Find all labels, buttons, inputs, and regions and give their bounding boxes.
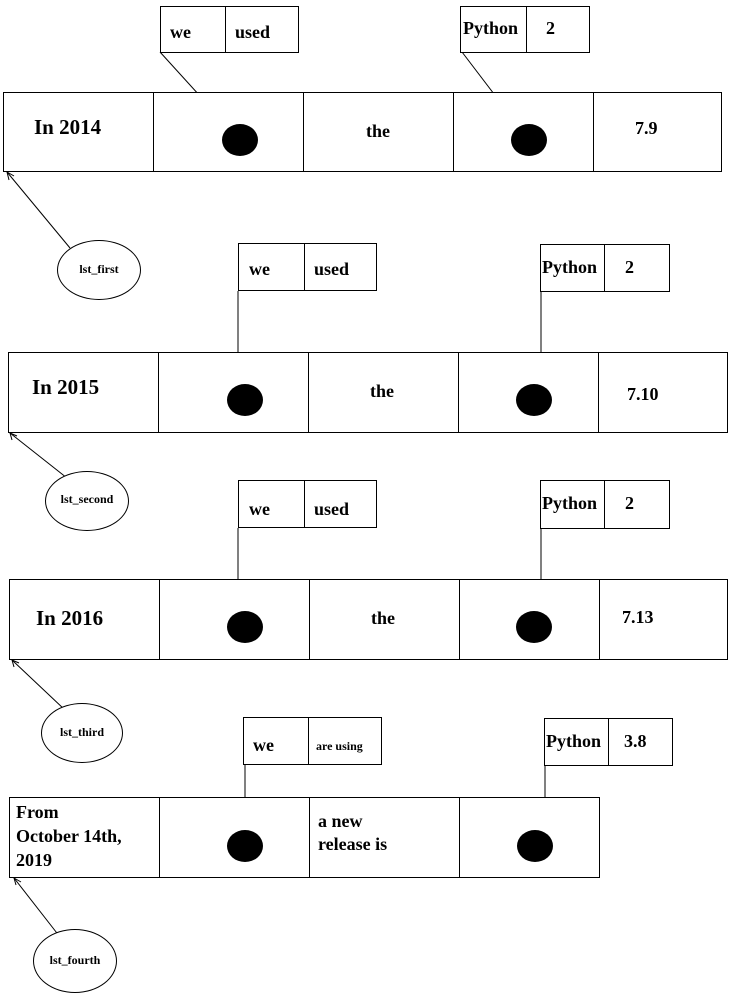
list-item-new-release [318,810,387,856]
ref-word-python: Python [542,257,598,277]
list-name-label: lst_first [79,262,119,276]
ref-word-used: used [314,499,350,519]
ref-box-divider [604,480,605,529]
pointer-dot [517,830,553,862]
ref-word-version: 2 [546,18,555,38]
ref-box-divider [225,6,226,53]
release-line: release is [318,834,388,854]
list-item-date [16,800,122,872]
pointer-dot [222,124,258,156]
ref-word-we: we [249,499,270,519]
pointer-dot [516,384,552,416]
list-name-label: lst_second [60,492,114,506]
ref-box-divider [308,717,309,765]
ref-box-divider [608,718,609,766]
cell-divider [159,579,160,660]
ref-word-we: we [253,735,274,755]
list-name-label: lst_fourth [49,953,101,967]
list-item-version: 7.13 [622,607,654,627]
ref-word-we: we [249,259,270,279]
list-row-first [3,92,722,172]
list-row-second [8,352,728,433]
list-item-the: the [366,121,390,141]
release-line: a new [318,811,363,831]
ref-word-version: 3.8 [624,731,647,751]
ref-box-divider [304,480,305,528]
cell-divider [309,579,310,660]
cell-divider [158,352,159,433]
ref-word-python: Python [542,493,598,513]
cell-divider [459,579,460,660]
ref-word-are-using: are using [316,739,363,753]
list-item-year: In 2016 [36,606,104,630]
ref-word-used: used [314,259,350,279]
list-item-year: In 2015 [32,375,100,399]
list-item-the: the [371,608,395,628]
ref-box-divider [304,243,305,291]
ref-box-divider [526,6,527,53]
pointer-dot [227,384,263,416]
cell-divider [599,579,600,660]
ref-word-we: we [170,22,191,42]
cell-divider [593,92,594,172]
pointer-dot [227,830,263,862]
cell-divider [308,352,309,433]
ref-word-version: 2 [625,257,634,277]
list-item-version: 7.10 [627,384,659,404]
cell-divider [598,352,599,433]
cell-divider [303,92,304,172]
ref-word-python: Python [546,731,602,751]
list-item-year: In 2014 [34,115,102,139]
cell-divider [159,797,160,878]
arrowhead [14,878,21,885]
list-row-third [9,579,728,660]
list-item-the: the [370,381,394,401]
cell-divider [458,352,459,433]
ref-word-version: 2 [625,493,634,513]
date-line: 2019 [16,850,52,870]
pointer-dot [516,611,552,643]
ref-box-divider [604,244,605,292]
label-line [12,660,65,710]
cell-divider [459,797,460,878]
label-line [14,878,60,937]
date-line: October 14th, [16,826,122,846]
date-line: From [16,802,59,822]
cell-divider [453,92,454,172]
pointer-dot [227,611,263,643]
list-item-version: 7.9 [635,118,658,138]
label-line [10,433,67,478]
label-line [7,172,70,248]
cell-divider [153,92,154,172]
list-name-label: lst_third [59,725,104,739]
pointer-dot [511,124,547,156]
cell-divider [309,797,310,878]
ref-word-python: Python [463,18,519,38]
ref-word-used: used [235,22,271,42]
